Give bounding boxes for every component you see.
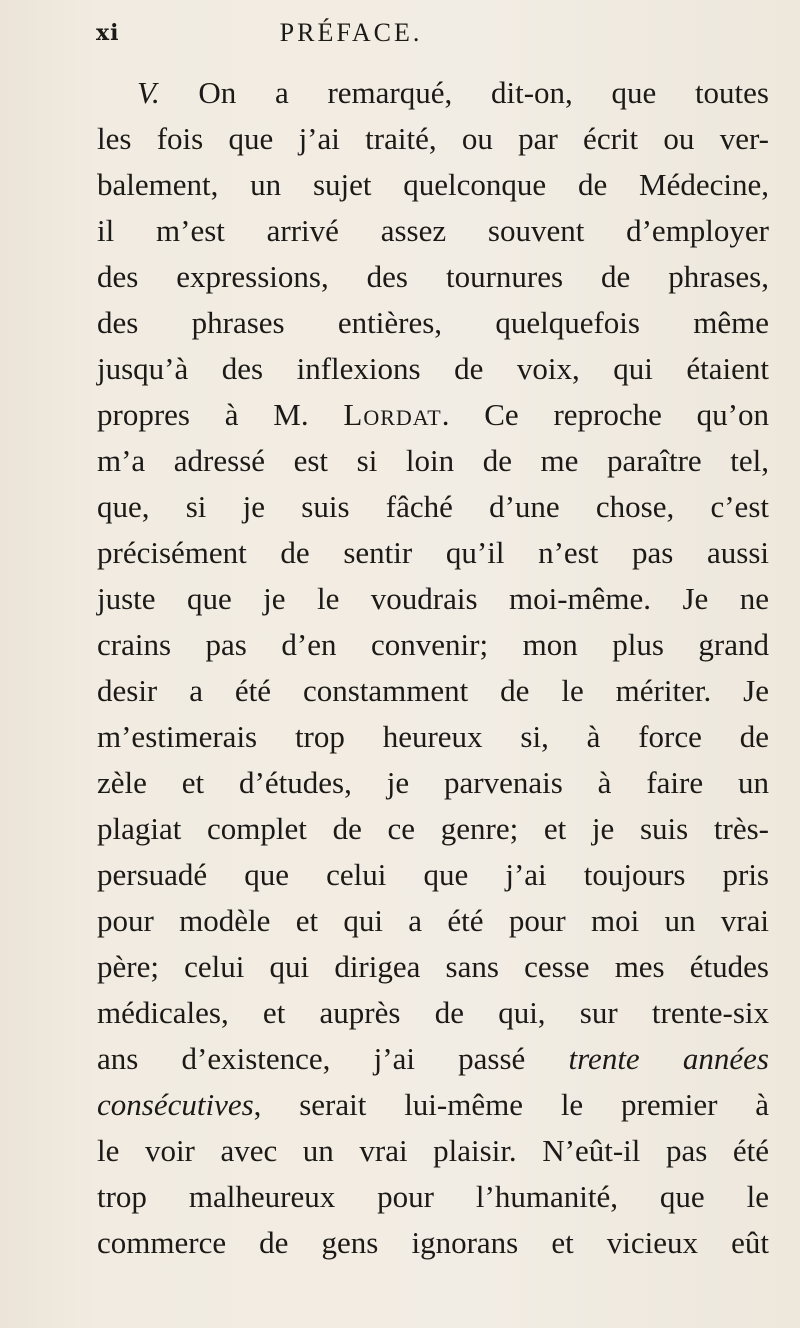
text-line	[97, 898, 769, 944]
line-text: pour modèle et qui a été pour moi un vrai	[97, 903, 769, 938]
text-line	[97, 116, 769, 162]
line-text: m’estimerais trop heureux si, à force de	[97, 719, 769, 754]
text-line	[97, 346, 769, 392]
text-line	[97, 1220, 769, 1266]
text-line	[97, 438, 769, 484]
line-text: commerce de gens ignorans et vicieux eût	[97, 1225, 769, 1260]
line-text: zèle et d’études, je parvenais à faire un	[97, 765, 769, 800]
line-text: jusqu’à des inflexions de voix, qui étaient	[97, 351, 769, 386]
line-text: desir a été constamment de le mériter. Je	[97, 673, 769, 708]
line-text: propres à M.	[97, 397, 344, 432]
text-line	[97, 484, 769, 530]
text-line	[97, 254, 769, 300]
text-line	[97, 530, 769, 576]
line-text: balement, un sujet quelconque de Médecine,	[97, 167, 769, 202]
line-text: , serait lui-même le premier à	[253, 1087, 769, 1122]
section-marker: V.	[137, 75, 160, 110]
line-text: trop malheureux pour l’humanité, que le	[97, 1179, 769, 1214]
text-line	[97, 944, 769, 990]
line-text: ans d’existence, j’ai passé	[97, 1041, 569, 1076]
text-line	[97, 760, 769, 806]
author-name: Lordat	[343, 397, 442, 432]
text-line	[97, 714, 769, 760]
line-text: les fois que j’ai traité, ou par écrit ou ver-	[97, 121, 769, 156]
text-line	[97, 162, 769, 208]
text-line	[97, 852, 769, 898]
line-text: médicales, et auprès de qui, sur trente-six	[97, 995, 769, 1030]
line-text: m’a adressé est si loin de me paraître tel,	[97, 443, 769, 478]
text-line	[97, 1082, 769, 1128]
text-line	[97, 806, 769, 852]
line-text: père; celui qui dirigea sans cesse mes études	[97, 949, 769, 984]
text-line	[97, 1128, 769, 1174]
emphasis-text: trente années	[568, 1041, 769, 1076]
text-line	[97, 70, 769, 116]
line-text: que, si je suis fâché d’une chose, c’est	[97, 489, 769, 524]
line-text: des phrases entières, quelquefois même	[97, 305, 769, 340]
paragraph	[97, 70, 769, 1266]
text-line	[97, 668, 769, 714]
line-text: juste que je le voudrais moi-même. Je ne	[97, 581, 769, 616]
page-number: xi	[96, 20, 120, 46]
line-text: crains pas d’en convenir; mon plus grand	[97, 627, 769, 662]
line-text: persuadé que celui que j’ai toujours pris	[97, 857, 769, 892]
text-line	[97, 300, 769, 346]
line-text: il m’est arrivé assez souvent d’employer	[97, 213, 769, 248]
text-line	[97, 990, 769, 1036]
text-line	[97, 1174, 769, 1220]
line-text: le voir avec un vrai plaisir. N’eût-il pas été	[97, 1133, 769, 1168]
running-title: PRÉFACE.	[279, 18, 423, 47]
line-text: précisément de sentir qu’il n’est pas aussi	[97, 535, 769, 570]
text-line	[97, 1036, 769, 1082]
text-line	[97, 576, 769, 622]
text-line	[97, 622, 769, 668]
line-text: des expressions, des tournures de phrases,	[97, 259, 769, 294]
page-header	[96, 12, 756, 52]
line-text: . Ce reproche qu’on	[441, 397, 770, 432]
text-line	[97, 392, 769, 438]
emphasis-text: consécutives	[97, 1087, 254, 1122]
line-text: plagiat complet de ce genre; et je suis très-	[97, 811, 769, 846]
text-line	[97, 208, 769, 254]
line-text: On a remarqué, dit-on, que toutes	[159, 75, 769, 110]
